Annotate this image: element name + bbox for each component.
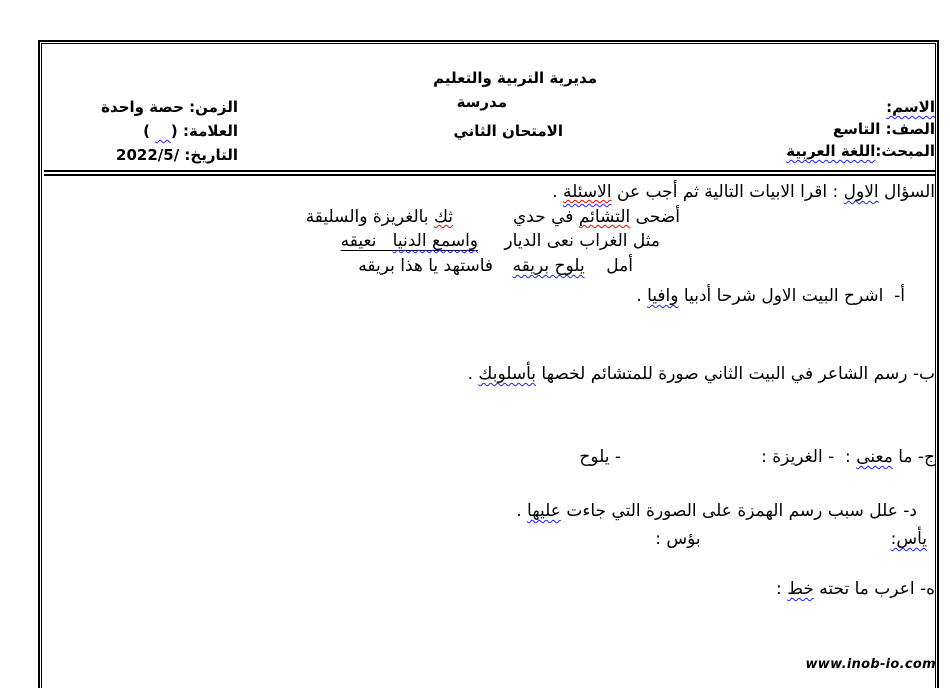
student-name-label: الاسم: [886,98,935,116]
header-divider-rule [44,170,936,176]
watermark-link: www.inob-io.com [805,657,936,672]
grade-label: الصف: التاسع [832,120,935,138]
school-name: مدرسة [456,93,507,111]
question-d: د- علل سبب رسم الهمزة على الصورة التي جاءت عليها . [516,501,917,521]
poem-line-1-right: أضحى التشائم في حدي [513,207,680,227]
mark-label: العلامة: ( ) [143,122,238,140]
subject-label: المبحث:اللغة العربية [786,142,935,160]
question-e: ه- اعرب ما تحته خط : [776,579,935,599]
poem-line-1-left: ثك بالغريزة والسليقة [305,207,453,227]
time-label: الزمن: حصة واحدة [101,98,238,116]
question-b: ب- رسم الشاعر في البيت الثاني صورة للمتشائم لخصها بأسلوبك . [467,364,935,384]
poem-line-3-right: أمل يلوح بريقه [512,256,633,276]
question-d-words: يأس:بؤس : [655,529,927,549]
directorate-title: مديرية التربية والتعليم [433,69,597,87]
question-1-intro: السؤال الاول : اقرا الابيات التالية ثم أجب عن الاسئلة . [552,182,935,202]
question-a: أ- اشرح البيت الاول شرحا أدبيا وافيا . [636,286,905,306]
poem-line-3-left: فاستهد يا هذا بريقه [358,256,493,276]
poem-line-2-right: مثل الغراب نعى الديار [504,231,660,251]
poem-line-2-left: واسمع الدنيا نعيقه [340,231,478,251]
date-label: التاريخ: /2022/5 [116,146,238,164]
question-c: ج- ما معنى : - الغريزة :- يلوح [579,447,935,467]
exam-title: الامتحان الثاني [453,122,563,140]
